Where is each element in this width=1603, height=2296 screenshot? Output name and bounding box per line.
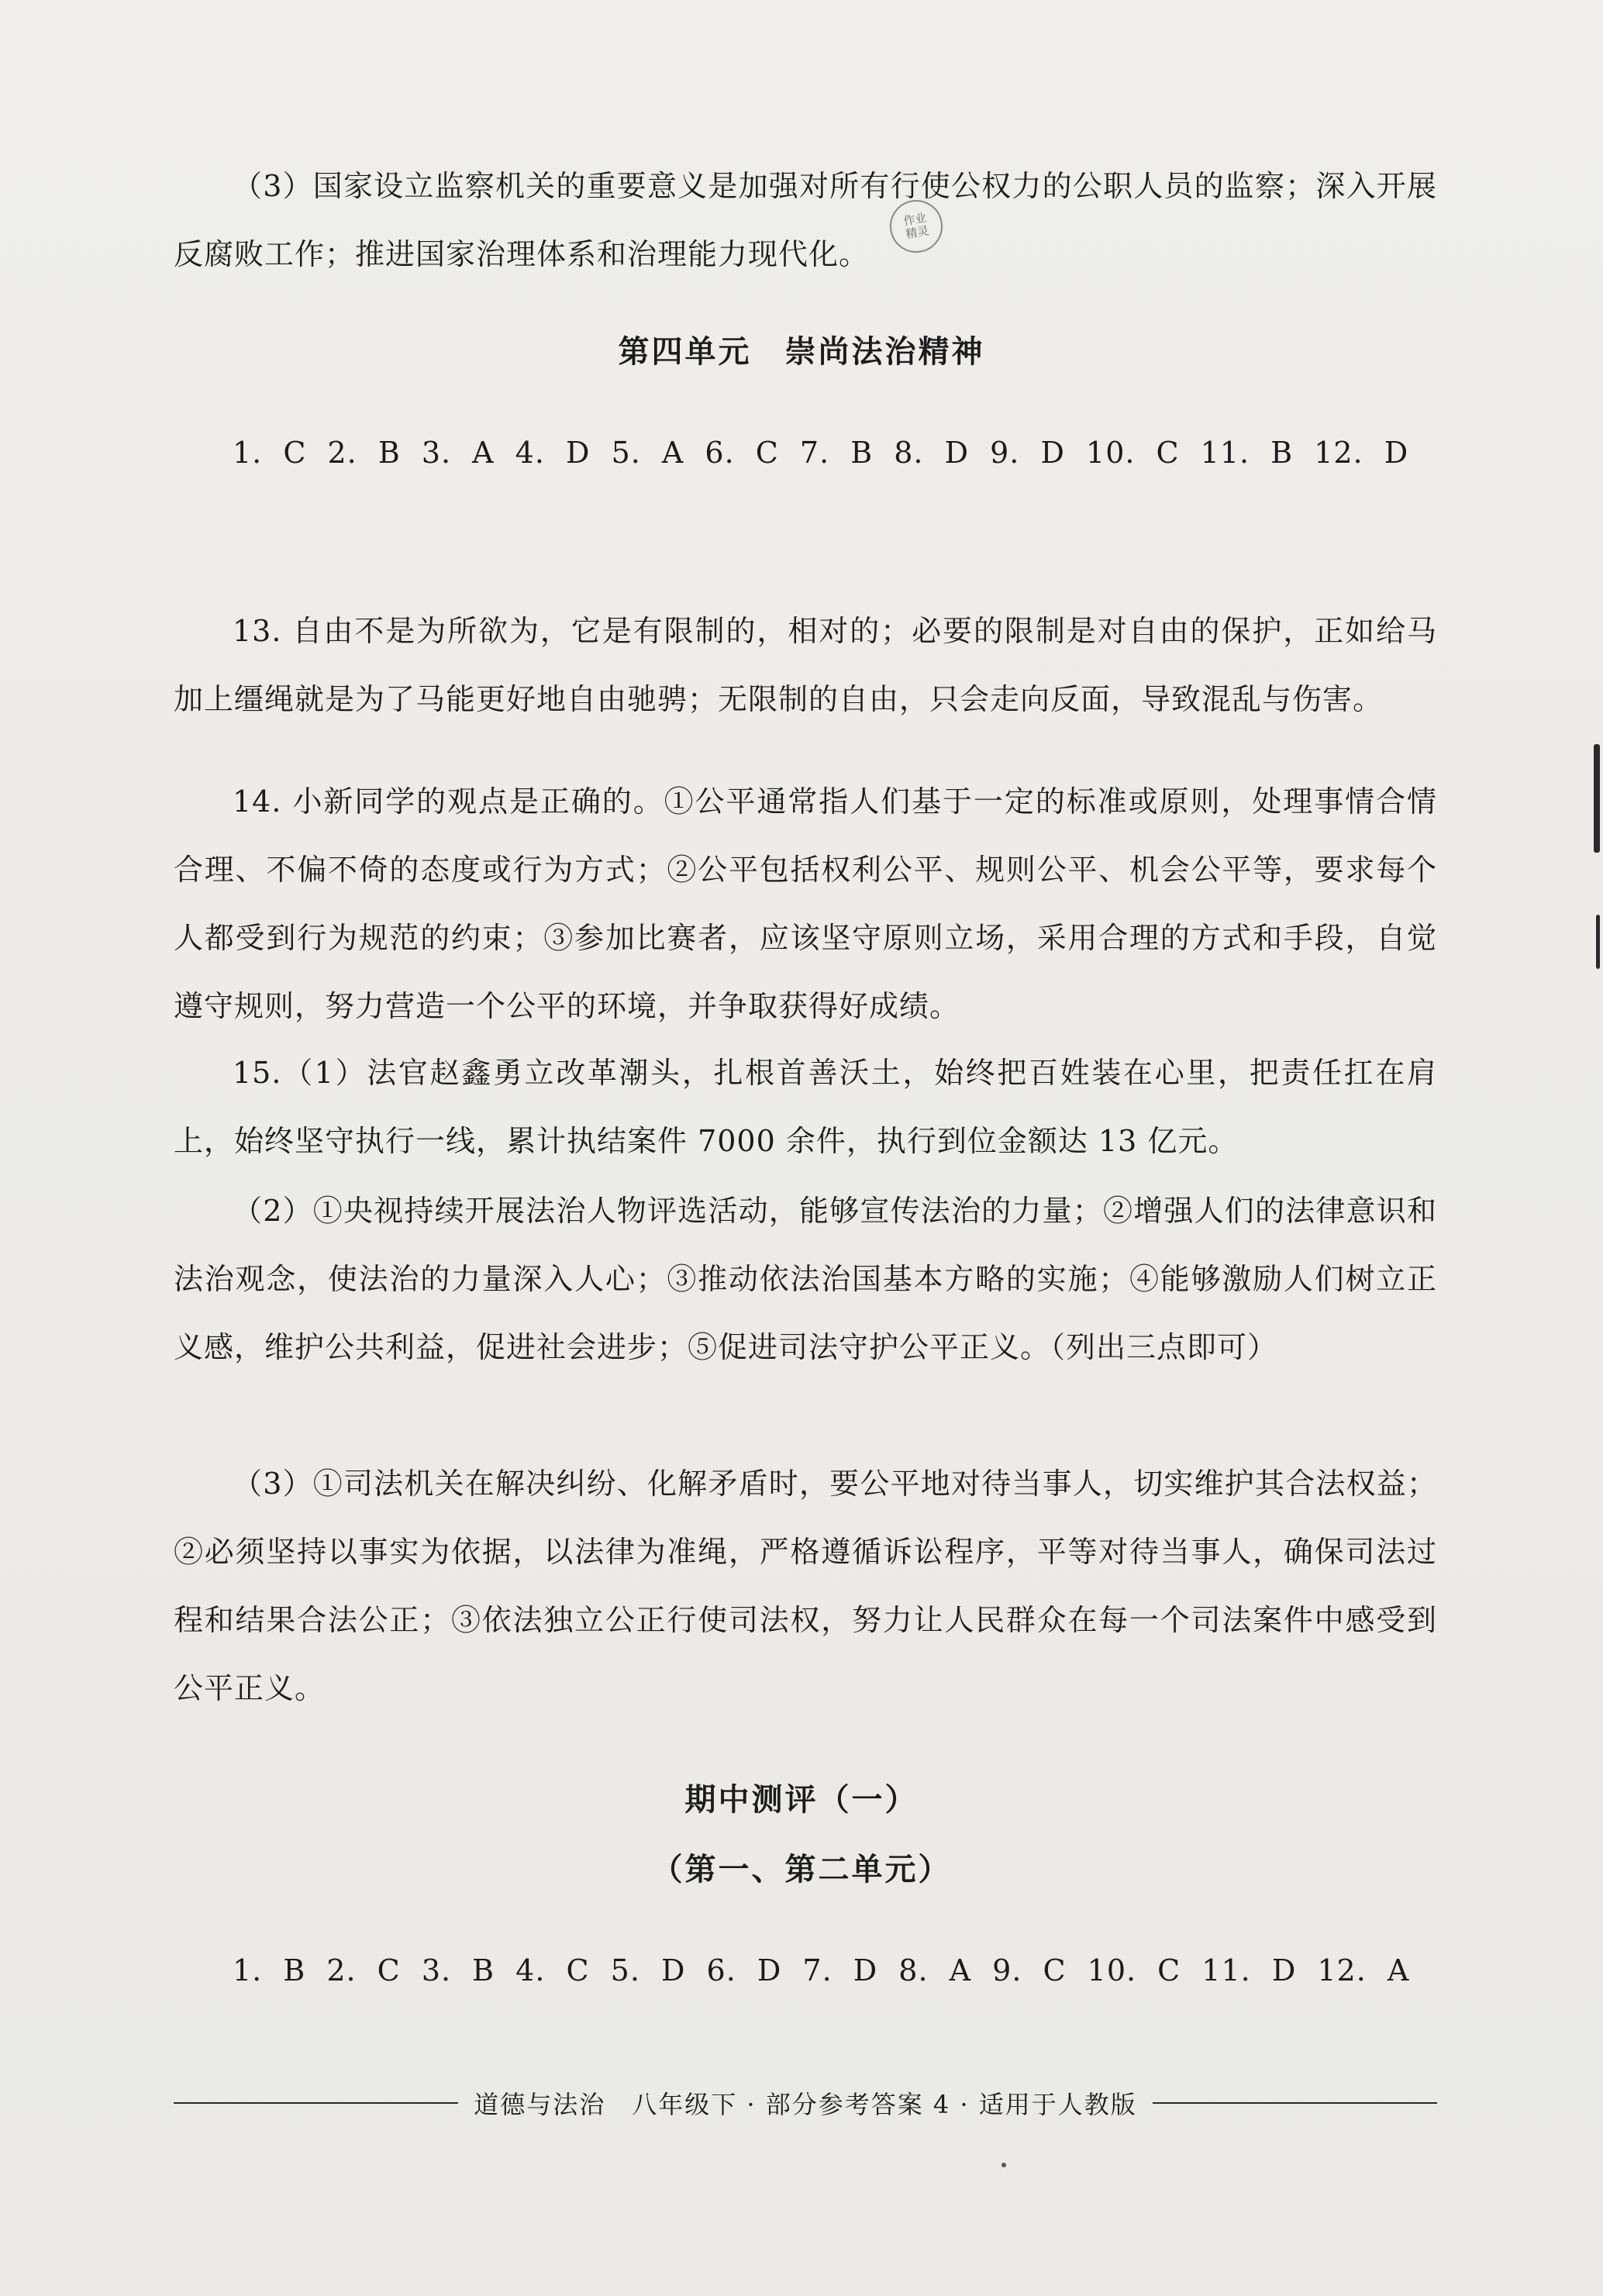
midterm-answers [174,1936,1437,2005]
q15-3-text: （3）①司法机关在解决纠纷、化解矛盾时，要公平地对待当事人，切实维护其合法权益；②必须坚持以事实为依据，以法律为准绳，严格遵循诉讼程序，平等对待当事人，确保司法过程和结果合法公正；③依法独立公正行使司法权，努力让人民群众在每一个司法案件中感受到公平正义。 [174,1467,1437,1705]
unit4-answer-line: 1. C 2. B 3. A 4. D 5. A 6. C 7. B 8. D 9. D 10. C 11. B 12. D [233,436,1409,470]
scan-dot [1001,2163,1006,2167]
q14-text: 14. 小新同学的观点是正确的。①公平通常指人们基于一定的标准或原则，处理事情合情合理、不偏不倚的态度或行为方式；②公平包括权利公平、规则公平、机会公平等，要求每个人都受到行为规范的约束；③参加比赛者，应该坚守原则立场，采用合理的方式和手段，自觉遵守规则，努力营造一个公平的环境，并争取获得好成绩。 [174,784,1437,1023]
question-15-part3 [174,1450,1437,1722]
question-13 [174,597,1437,733]
footer-rule-right [1153,2102,1437,2104]
q13-text: 13. 自由不是为所欲为，它是有限制的，相对的；必要的限制是对自由的保护，正如给马加上缰绳就是为了马能更好地自由驰骋；无限制的自由，只会走向反面，导致混乱与伤害。 [174,614,1437,716]
page-footer [174,2085,1437,2121]
scan-edge-mark [1596,915,1600,969]
unit4-answers [174,419,1437,487]
q15-2-text: （2）①央视持续开展法治人物评选活动，能够宣传法治的力量；②增强人们的法律意识和法治观念，使法治的力量深入人心；③推动依法治国基本方略的实施；④能够激励人们树立正义感，维护公共利益，促进社会进步；⑤促进司法守护公平正义。（列出三点即可） [174,1194,1437,1364]
footer-text: 道德与法治 八年级下 · 部分参考答案 4 · 适用于人教版 [474,2090,1137,2119]
unit4-heading: 第四单元 崇尚法治精神 [618,334,985,370]
midterm-answer-line: 1. B 2. C 3. B 4. C 5. D 6. D 7. D 8. A 9. C 10. C 11. D 12. A [233,1953,1410,1987]
scan-edge-mark [1594,744,1600,853]
civic-paragraph [174,152,1437,288]
footer-rule-left [174,2102,458,2104]
question-14 [174,767,1437,1040]
midterm-subheading: （第一、第二单元） [651,1852,952,1887]
question-15-part2 [174,1177,1437,1381]
paragraph-3: （3）国家设立监察机关的重要意义是加强对所有行使公权力的公职人员的监察；深入开展反腐败工作；推进国家治理体系和治理能力现代化。 [174,169,1437,271]
question-15-part1 [174,1039,1437,1175]
stamp-text: 作业 精灵 [902,210,930,242]
q15-1-text: 15.（1）法官赵鑫勇立改革潮头，扎根首善沃土，始终把百姓装在心里，把责任扛在肩上，始终坚守执行一线，累计执结案件 7000 余件，执行到位金额达 13 亿元。 [174,1056,1437,1158]
midterm-heading: 期中测评（一） [684,1782,919,1818]
